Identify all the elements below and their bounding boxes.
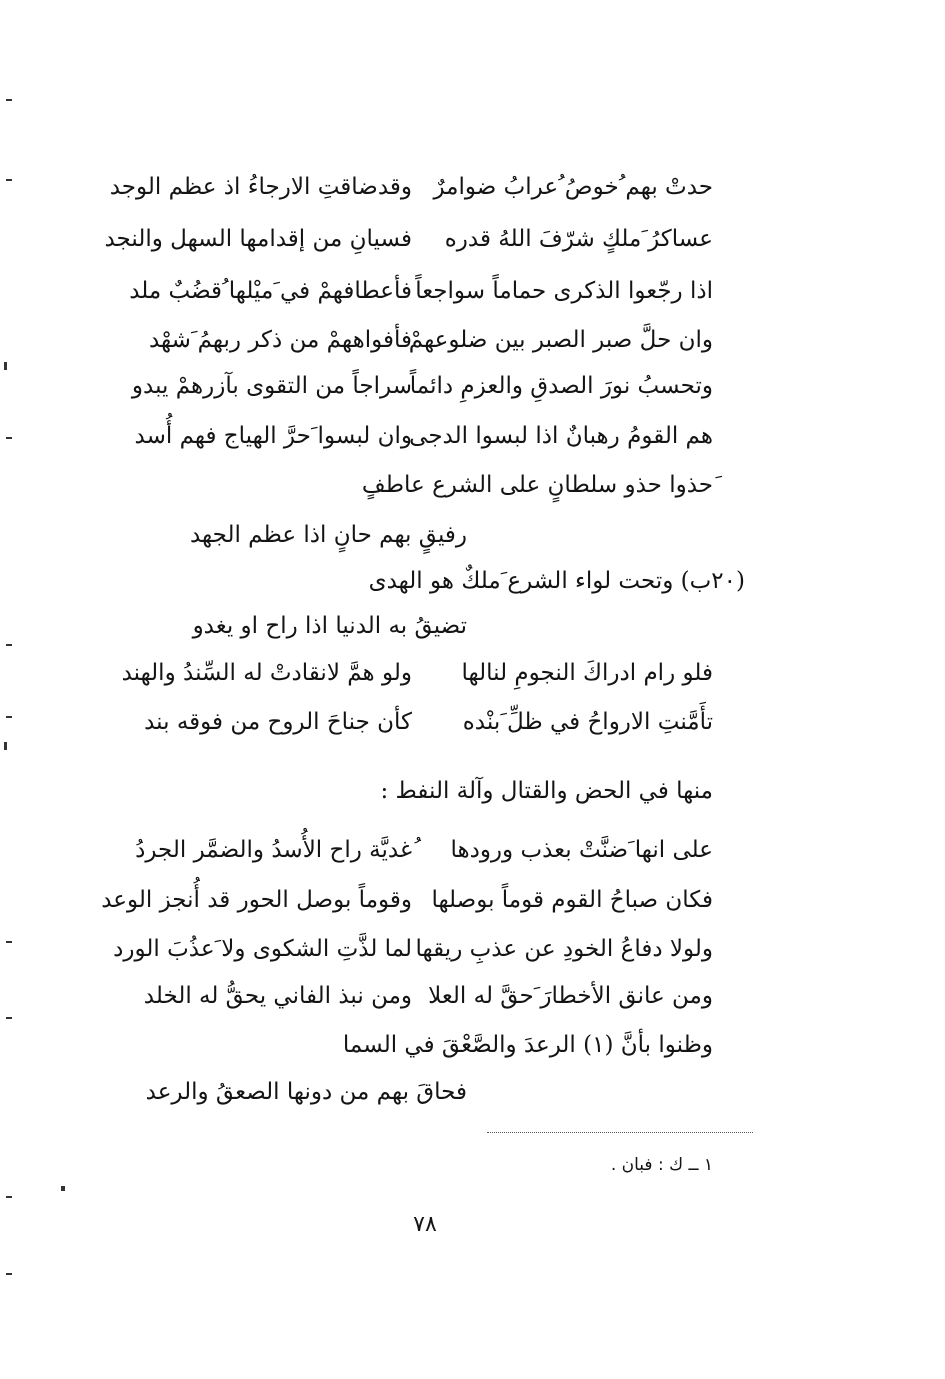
verse-line: َحذوا حذو سلطانٍ على الشرع عاطفٍ	[361, 472, 713, 498]
scan-mark	[6, 716, 12, 718]
scan-mark	[6, 644, 12, 646]
verse-hemistich-left: وقدضاقتِ الارجاءُ اذ عظم الوجد	[109, 174, 412, 200]
verse-hemistich-right: وان حلَّ صبر الصبر بين ضلوعهمْ	[408, 327, 713, 353]
verse-hemistich-right: هم القومُ رهبانٌ اذا لبسوا الدجى	[409, 423, 713, 449]
verse-hemistich-right: فلو رام ادراكَ النجومِ لنالها	[461, 660, 713, 686]
verse-hemistich-left: سراجاً من التقوى بآزرهمْ يبدو	[131, 373, 412, 399]
verse-hemistich-left: ومن نبذ الفاني يحقُّ له الخلد	[143, 983, 412, 1009]
verse-line: تضيقُ به الدنيا اذا راح او يغدو	[192, 613, 467, 639]
scan-mark	[4, 362, 7, 370]
verse-hemistich-left: وان لبسوا َحرَّ الهياج فهم أُسد	[134, 423, 412, 449]
verse-hemistich-right: وتحسبُ نورَ الصدقِ والعزمِ دائماً	[409, 373, 713, 399]
verse-hemistich-right: اذا رجّعوا الذكرى حماماً سواجعاً	[415, 278, 713, 304]
verse-hemistich-left: وقوماً بوصل الحور قد أُنجز الوعد	[101, 887, 412, 913]
scan-mark	[61, 1186, 65, 1191]
scan-mark	[6, 1273, 12, 1275]
scan-mark	[6, 1196, 12, 1198]
verse-hemistich-left: لما لذَّتِ الشكوى ولا َعذُبَ الورد	[113, 936, 412, 962]
verse-hemistich-right: عساكرُ َملكٍ شرّفَ اللهُ قدره	[444, 226, 713, 252]
verse-hemistich-right: ولولا دفاعُ الخودِ عن عذبِ ريقها	[415, 936, 713, 962]
footnote-divider	[487, 1132, 753, 1133]
verse-hemistich-right: تأَمَّنتِ الارواحُ في ظلِّ َبنْده	[462, 709, 713, 735]
verse-line: وظنوا بأنَّ (١) الرعدَ والصَّعْقَ في السما	[342, 1032, 713, 1058]
scan-mark	[6, 941, 12, 943]
scan-mark	[6, 179, 12, 181]
scan-mark	[6, 437, 12, 439]
page-number: ٧٨	[413, 1212, 437, 1237]
verse-hemistich-right: على انها َضنَّتْ بعذب ورودها	[450, 837, 713, 863]
footnote: ١ ــ ك : فبان .	[610, 1155, 713, 1175]
scan-mark	[4, 742, 7, 750]
scan-mark	[6, 1017, 12, 1019]
verse-hemistich-left: فأفواههمْ من ذكر ربهمُ َشهْد	[148, 327, 412, 353]
verse-line: رفيقٍ بهم حانٍ اذا عظم الجهد	[189, 522, 467, 548]
verse-line: فحاقَ بهم من دونها الصعقُ والرعد	[145, 1079, 467, 1105]
section-heading: منها في الحض والقتال وآلة النفط :	[380, 778, 713, 804]
verse-hemistich-left: فأعطافهمْ في َميْلها ُقضُبٌ ملد	[129, 278, 412, 304]
verse-hemistich-left: فسيانِ من إقدامها السهل والنجد	[104, 226, 412, 252]
verse-hemistich-right: حدتْ بهم ُخوصُ ُعرابُ ضوامرٌ	[433, 174, 713, 200]
verse-line: (٢٠ب) وتحت لواء الشرع َملكٌ هو الهدى	[368, 568, 745, 594]
verse-hemistich-left: ُغديَّة راح الأُسدُ والضمَّر الجردُ	[135, 837, 412, 863]
verse-hemistich-right: ومن عانق الأخطارَ َحقَّ له العلا	[428, 983, 713, 1009]
verse-hemistich-left: كأن جناحَ الروح من فوقه بند	[144, 709, 412, 735]
verse-hemistich-left: ولو همَّ لانقادتْ له السِّندُ والهند	[121, 660, 412, 686]
verse-hemistich-right: فكان صباحُ القوم قوماً بوصلها	[431, 887, 713, 913]
scan-mark	[6, 99, 12, 101]
